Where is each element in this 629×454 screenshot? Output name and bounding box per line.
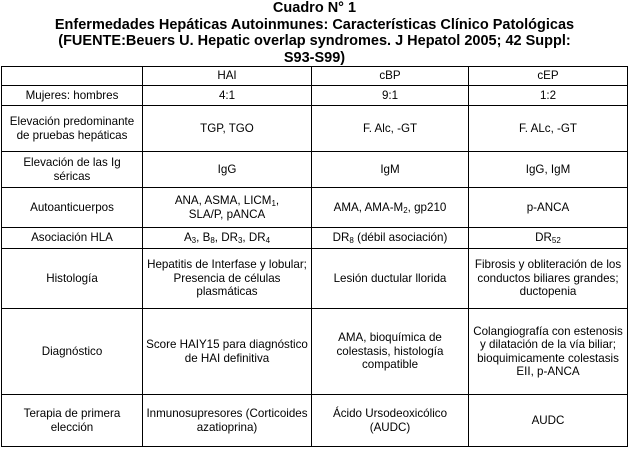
cell-cbp: Ácido Ursodeoxicólico (AUDC) xyxy=(312,395,469,447)
cell-hai: Hepatitis de Interfase y lobular; Presencia de células plasmáticas xyxy=(143,249,312,309)
cell-cbp: IgM xyxy=(312,152,469,188)
cell-cep: Fibrosis y obliteración de los conductos biliares grandes; ductopenia xyxy=(469,249,628,309)
header-hai: HAI xyxy=(143,67,312,86)
caption-source: (FUENTE:Beuers U. Hepatic overlap syndromes. J Hepatol 2005; 42 Suppl: xyxy=(58,33,571,49)
table-row xyxy=(2,86,628,106)
subscript: 3 xyxy=(191,236,197,246)
cell-text: , DR xyxy=(214,231,238,245)
cell-cbp xyxy=(312,228,469,249)
row-label: Histología xyxy=(2,249,143,309)
row-label: Asociación HLA xyxy=(2,228,143,249)
caption-title: Enfermedades Hepáticas Autoinmunes: Características Clínico Patológicas xyxy=(54,16,575,33)
cell-cbp: F. Alc, -GT xyxy=(312,106,469,152)
subscript: 52 xyxy=(551,236,561,246)
cell-text: , gp210 xyxy=(407,200,447,214)
cell-cbp: AMA, bioquímica de colestasis, histología compatible xyxy=(312,309,469,395)
table-row xyxy=(2,228,628,249)
row-label: Elevación predominante de pruebas hepáticas xyxy=(2,106,143,152)
table-caption xyxy=(0,0,629,66)
cell-cep: Colangiografía con estenosis y dilatación de la vía biliar; bioquimicamente colestasis EII, p-ANCA xyxy=(469,309,628,395)
cell-cep: IgG, IgM xyxy=(469,152,628,188)
subscript: 1 xyxy=(271,199,276,209)
cell-text: (débil asociación) xyxy=(353,231,448,245)
table-row xyxy=(2,152,628,188)
cell-cep xyxy=(469,228,628,249)
cell-cep: 1:2 xyxy=(469,86,628,106)
subscript: 8 xyxy=(210,236,215,246)
header-empty xyxy=(2,67,143,86)
cell-cep: p-ANCA xyxy=(469,188,628,228)
row-label: Diagnóstico xyxy=(2,309,143,395)
header-cbp: cBP xyxy=(312,67,469,86)
cell-text: DR xyxy=(535,231,552,245)
cell-cbp xyxy=(312,188,469,228)
cell-text: A xyxy=(183,231,192,245)
caption-source-pages: S93-S99) xyxy=(283,49,346,66)
cell-hai: IgG xyxy=(143,152,312,188)
subscript: 2 xyxy=(403,205,408,215)
row-label: Mujeres: hombres xyxy=(2,86,143,106)
cell-text: SLA/P, pANCA xyxy=(188,207,266,221)
cell-text: , xyxy=(275,194,280,208)
comparison-table xyxy=(1,66,628,447)
table-row xyxy=(2,188,628,228)
subscript: 3 xyxy=(237,236,243,246)
cell-hai: Score HAIY15 para diagnóstico de HAI definitiva xyxy=(143,309,312,395)
row-label: Elevación de las Ig séricas xyxy=(2,152,143,188)
table-row xyxy=(2,249,628,309)
cell-hai: 4:1 xyxy=(143,86,312,106)
header-cep: cEP xyxy=(469,67,628,86)
cell-text: , DR xyxy=(242,231,266,245)
cell-cbp: 9:1 xyxy=(312,86,469,106)
cell-text: , B xyxy=(196,231,211,245)
table-row xyxy=(2,395,628,447)
subscript: 4 xyxy=(265,236,271,246)
cell-text: AMA, AMA-M xyxy=(333,200,404,214)
table-row xyxy=(2,309,628,395)
cell-text: ANA, ASMA, LICM xyxy=(174,194,272,208)
table-row xyxy=(2,106,628,152)
cell-hai: Inmunosupresores (Corticoides azatioprina) xyxy=(143,395,312,447)
cell-cep: AUDC xyxy=(469,395,628,447)
subscript: 8 xyxy=(349,236,354,246)
cell-hai xyxy=(143,188,312,228)
caption-number: Cuadro N° 1 xyxy=(272,0,357,16)
cell-cbp: Lesión ductular llorida xyxy=(312,249,469,309)
row-label: Autoanticuerpos xyxy=(2,188,143,228)
cell-hai xyxy=(143,228,312,249)
cell-text: DR xyxy=(332,231,350,245)
cell-hai: TGP, TGO xyxy=(143,106,312,152)
cell-cep: F. ALc, -GT xyxy=(469,106,628,152)
row-label: Terapia de primera elección xyxy=(2,395,143,447)
table-header-row xyxy=(2,67,628,86)
